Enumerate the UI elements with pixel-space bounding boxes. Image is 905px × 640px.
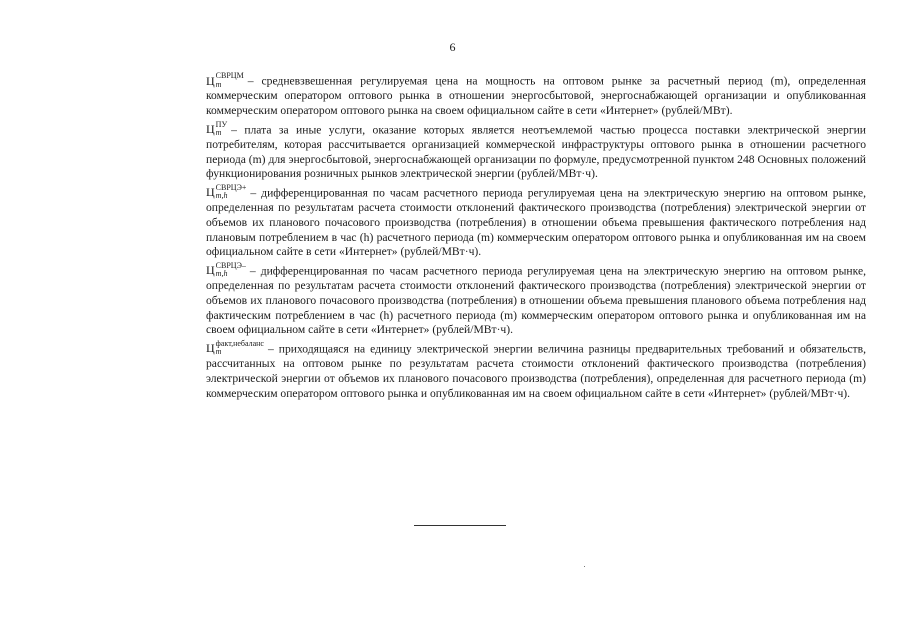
formula-symbol xyxy=(206,338,268,357)
symbol-base: Ц xyxy=(206,122,215,137)
definition-pu xyxy=(206,121,866,182)
definition-text: – средневзвешенная регулируемая цена на мощность на оптовом рынке за расчетный период (m), определенная коммерческим оператором оптового рынка в отношении энергосбытовой, энергоснабжающей организации и опубликованная коммерческим оператором оптового рынка на своем официальном сайте в сети «Интернет» (рублей/МВт). xyxy=(206,74,866,117)
definition-fakt-nebalans xyxy=(206,340,866,401)
symbol-superscript: факт,небаланс xyxy=(215,338,264,348)
footer-divider xyxy=(414,525,506,526)
symbol-base: Ц xyxy=(206,185,215,200)
symbol-subscript: m,h xyxy=(215,191,228,201)
formula-symbol xyxy=(206,119,231,138)
definitions-list xyxy=(206,72,866,401)
formula-symbol xyxy=(206,71,248,89)
symbol-subscript: m xyxy=(215,128,222,138)
symbol-subscript: m xyxy=(215,79,222,89)
symbol-superscript: ПУ xyxy=(215,119,228,129)
symbol-superscript: СВРЦМ xyxy=(215,71,244,80)
symbol-base: Ц xyxy=(206,263,215,278)
definition-text: – плата за иные услуги, оказание которых является неотъемлемой частью процесса поставки электрической энергии потребителям, которая рассчитывается организацией коммерческой инфраструктуры оптового рынка в отношении расчетного периода (m) для энергосбытовой, энергоснабжающей организации по формуле, предусмотренной пунктом 248 Основных положений функционирования розничных рынков электрической энергии (рублей/МВт·ч). xyxy=(206,123,866,181)
formula-symbol xyxy=(206,260,250,279)
definition-text: – дифференцированная по часам расчетного периода регулируемая цена на электрическую энергию на оптовом рынке, определенная по результатам расчета стоимости отклонений фактического производства (потребления) электрической энергии от объемов их планового почасового производства (потребления) в отношении объема превышения фактического потребления над плановым потреблением в час (h) расчетного периода (m) коммерческим оператором оптового рынка и опубликованная им на своем официальном сайте в сети «Интернет» (рублей/МВт·ч). xyxy=(206,186,866,259)
definition-text: – приходящаяся на единицу электрической энергии величина разницы предварительных требований и обязательств, рассчитанных на оптовом рынке по результатам расчета стоимости отклонений фактического производства (потребления) электрической энергии от объемов их планового почасового производства (потребления), определенная для расчетного периода (m) коммерческим оператором оптового рынка и опубликованная им на своем официальном сайте в сети «Интернет» (рублей/МВт·ч). xyxy=(206,342,866,400)
formula-symbol xyxy=(206,182,250,201)
scan-speck xyxy=(584,566,585,567)
symbol-subscript: m xyxy=(215,347,222,357)
definition-svrce-minus xyxy=(206,262,866,338)
symbol-base: Ц xyxy=(206,73,215,88)
symbol-subscript: m,h xyxy=(215,269,228,279)
symbol-superscript: СВРЦЭ+ xyxy=(215,182,247,192)
definition-svrce-plus xyxy=(206,184,866,260)
symbol-base: Ц xyxy=(206,341,215,356)
page-number: 6 xyxy=(449,40,456,54)
symbol-superscript: СВРЦЭ– xyxy=(215,260,246,270)
definition-text: – дифференцированная по часам расчетного периода регулируемая цена на электрическую энергию на оптовом рынке, определенная по результатам расчета стоимости отклонений фактического производства (потребления) электрической энергии от объемов их планового почасового производства (потребления) в отношении объема превышения планового объема потребления над фактическим потреблением в час (h) расчетного периода (m) коммерческим оператором оптового рынка и опубликованная им на своем официальном сайте в сети «Интернет» (рублей/МВт·ч). xyxy=(206,264,866,337)
definition-svrcm xyxy=(206,72,866,119)
